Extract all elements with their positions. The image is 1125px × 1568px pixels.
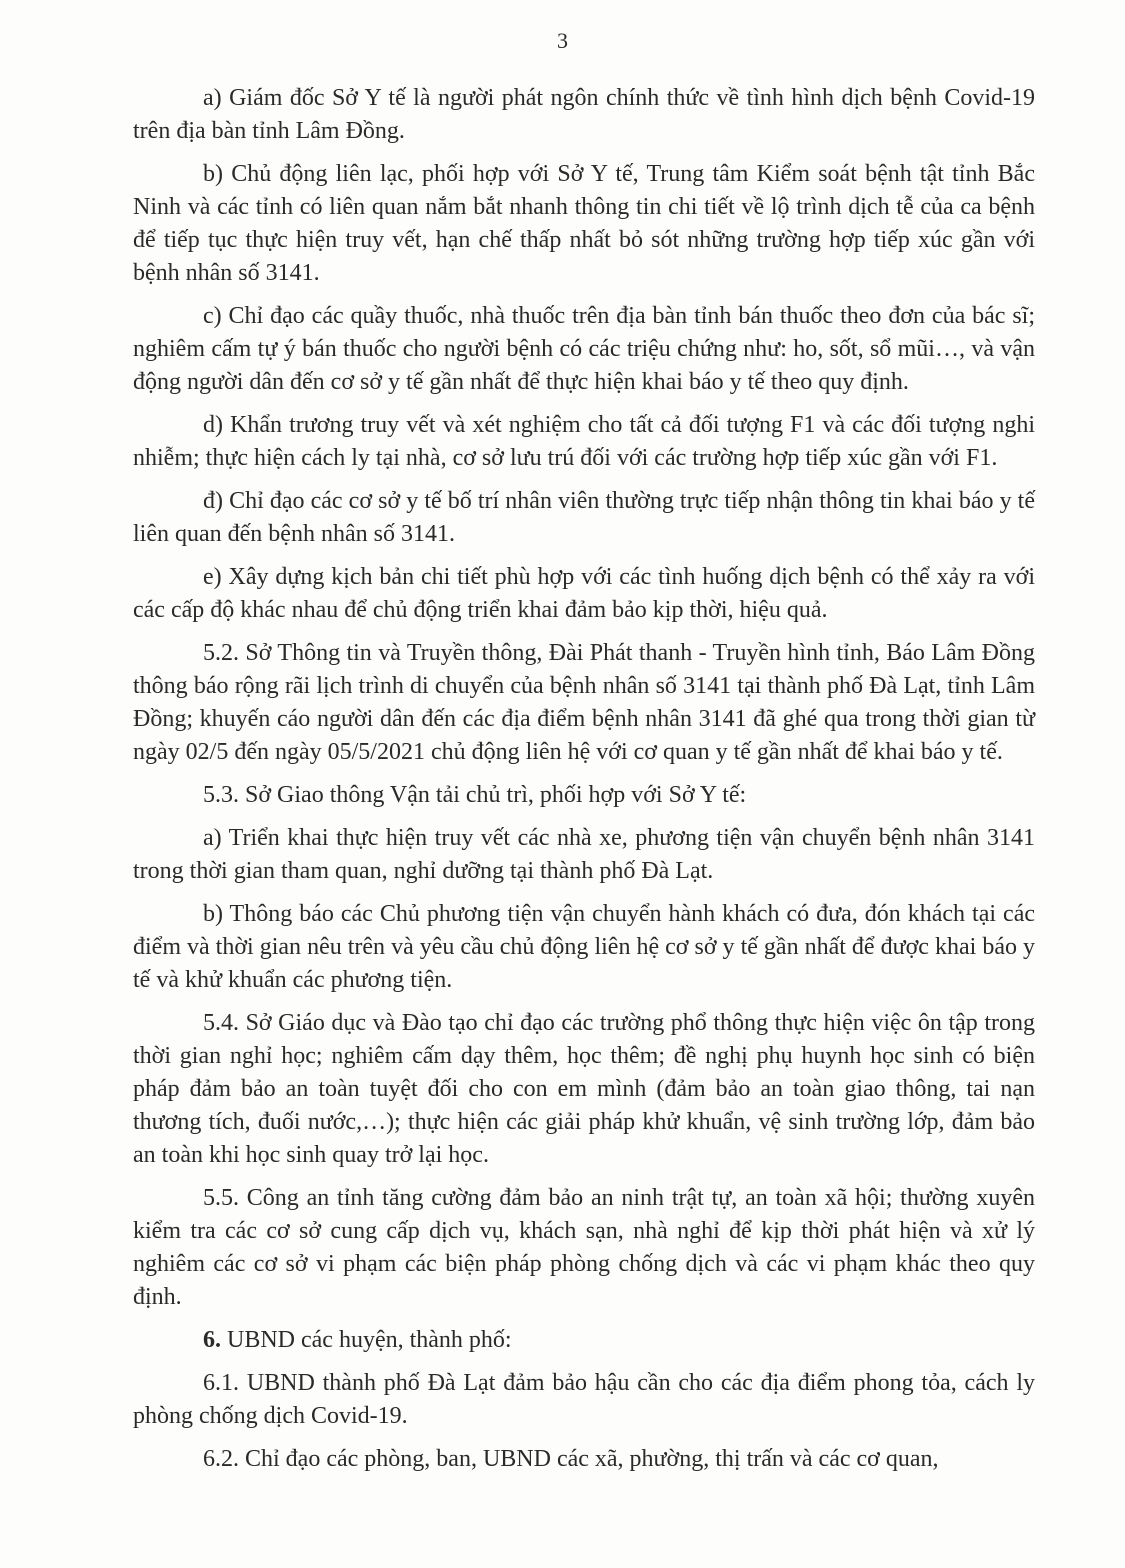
paragraph-5-5: 5.5. Công an tỉnh tăng cường đảm bảo an ninh trật tự, an toàn xã hội; thường xuyên kiểm tra các cơ sở cung cấp dịch vụ, khách sạn, nhà nghỉ để kịp thời phát hiện và xử lý nghiêm các cơ sở vi phạm các biện pháp phòng chống dịch và các vi phạm khác theo quy định. <box>133 1185 1035 1310</box>
paragraph-1a: a) Giám đốc Sở Y tế là người phát ngôn chính thức về tình hình dịch bệnh Covid-19 trên địa bàn tỉnh Lâm Đồng. <box>133 85 1035 144</box>
paragraph-5-3: 5.3. Sở Giao thông Vận tải chủ trì, phối hợp với Sở Y tế: <box>203 782 747 808</box>
paragraph-5-3a: a) Triển khai thực hiện truy vết các nhà xe, phương tiện vận chuyển bệnh nhân 3141 trong thời gian tham quan, nghỉ dưỡng tại thành phố Đà Lạt. <box>133 825 1035 884</box>
paragraph-6-1: 6.1. UBND thành phố Đà Lạt đảm bảo hậu cần cho các địa điểm phong tỏa, cách ly phòng chống dịch Covid-19. <box>133 1370 1035 1429</box>
paragraph-1e: e) Xây dựng kịch bản chi tiết phù hợp với các tình huống dịch bệnh có thể xảy ra với các cấp độ khác nhau để chủ động triển khai đảm bảo kịp thời, hiệu quả. <box>133 564 1035 623</box>
page-number: 3 <box>557 28 568 53</box>
section-6-heading <box>133 1324 1035 1357</box>
section-6-title: UBND các huyện, thành phố: <box>227 1327 512 1353</box>
paragraph-5-3b: b) Thông báo các Chủ phương tiện vận chuyển hành khách có đưa, đón khách tại các điểm và thời gian nêu trên và yêu cầu chủ động liên hệ cơ sở y tế gần nhất để được khai báo y tế và khử khuẩn các phương tiện. <box>133 901 1035 993</box>
paragraph-5-4: 5.4. Sở Giáo dục và Đào tạo chỉ đạo các trường phổ thông thực hiện việc ôn tập trong thời gian nghỉ học; nghiêm cấm dạy thêm, học thêm; đề nghị phụ huynh học sinh có biện pháp đảm bảo an toàn tuyệt đối cho con em mình (đảm bảo an toàn giao thông, tai nạn thương tích, đuối nước,…); thực hiện các giải pháp khử khuẩn, vệ sinh trường lớp, đảm bảo an toàn khi học sinh quay trở lại học. <box>133 1010 1035 1168</box>
document-body <box>133 82 1035 1486</box>
paragraph-1c: c) Chỉ đạo các quầy thuốc, nhà thuốc trên địa bàn tỉnh bán thuốc theo đơn của bác sĩ; nghiêm cấm tự ý bán thuốc cho người bệnh có các triệu chứng như: ho, sốt, sổ mũi…, và vận động người dân đến cơ sở y tế gần nhất để thực hiện khai báo y tế theo quy định. <box>133 303 1035 395</box>
paragraph-1d: d) Khẩn trương truy vết và xét nghiệm cho tất cả đối tượng F1 và các đối tượng nghi nhiễm; thực hiện cách ly tại nhà, cơ sở lưu trú đối với các trường hợp tiếp xúc gần với F1. <box>133 412 1035 471</box>
section-6-number: 6. <box>203 1327 221 1353</box>
paragraph-1dd: đ) Chỉ đạo các cơ sở y tế bố trí nhân viên thường trực tiếp nhận thông tin khai báo y tế liên quan đến bệnh nhân số 3141. <box>133 488 1035 547</box>
paragraph-1b: b) Chủ động liên lạc, phối hợp với Sở Y tế, Trung tâm Kiểm soát bệnh tật tỉnh Bắc Ninh và các tỉnh có liên quan nắm bắt nhanh thông tin chi tiết về lộ trình dịch tễ của ca bệnh để tiếp tục thực hiện truy vết, hạn chế thấp nhất bỏ sót những trường hợp tiếp xúc gần với bệnh nhân số 3141. <box>133 161 1035 286</box>
paragraph-5-2: 5.2. Sở Thông tin và Truyền thông, Đài Phát thanh - Truyền hình tỉnh, Báo Lâm Đồng thông báo rộng rãi lịch trình di chuyển của bệnh nhân số 3141 tại thành phố Đà Lạt, tỉnh Lâm Đồng; khuyến cáo người dân đến các địa điểm bệnh nhân 3141 đã ghé qua trong thời gian từ ngày 02/5 đến ngày 05/5/2021 chủ động liên hệ với cơ quan y tế gần nhất để khai báo y tế. <box>133 640 1035 765</box>
paragraph-6-2: 6.2. Chỉ đạo các phòng, ban, UBND các xã, phường, thị trấn và các cơ quan, <box>203 1446 939 1472</box>
